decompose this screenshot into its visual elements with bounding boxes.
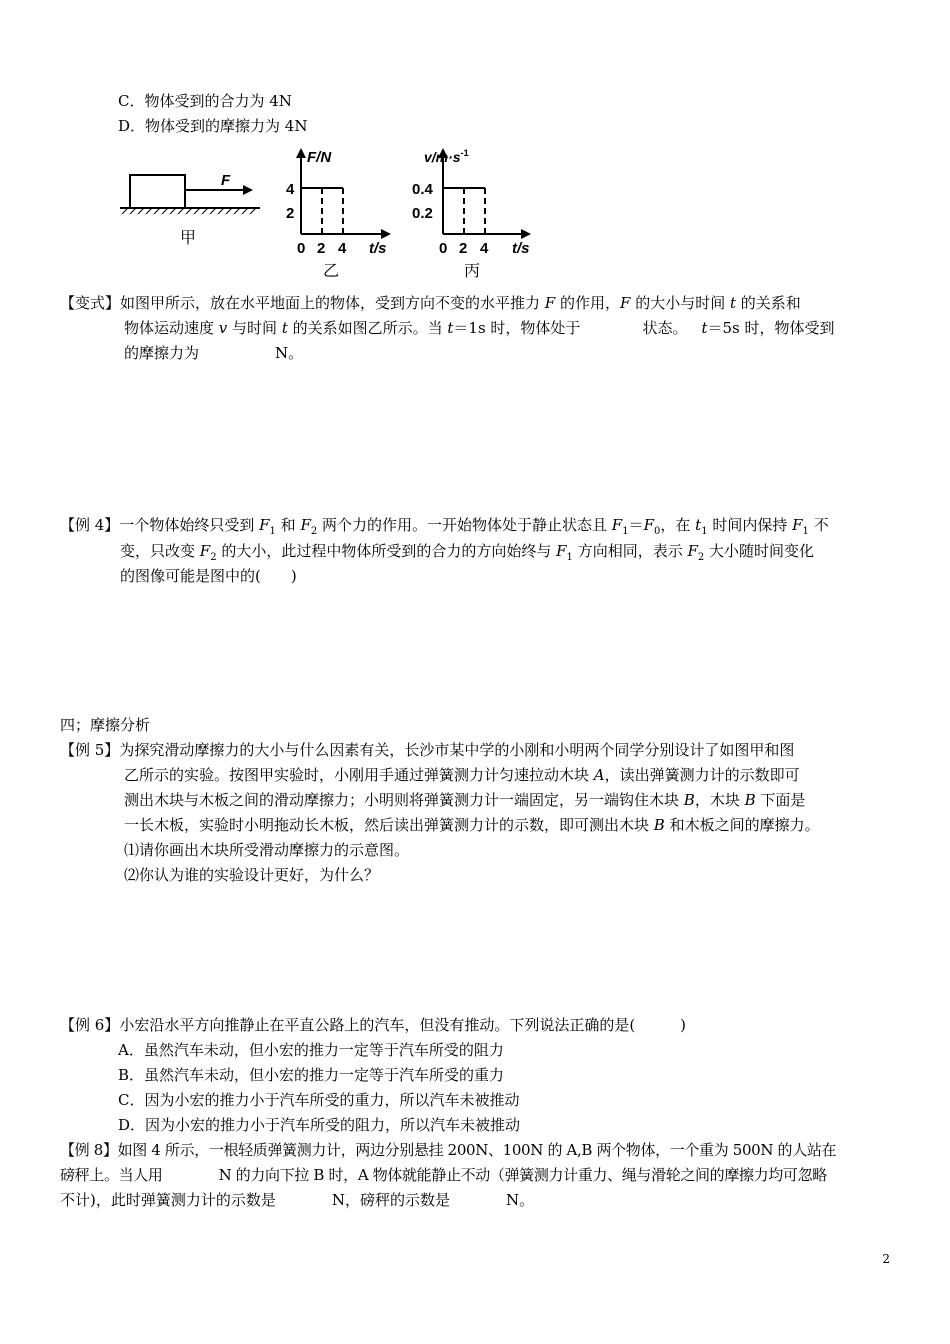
y-axis-label: F/N [307, 149, 332, 166]
li4-line-2: 变，只改变 $F_2$ 的大小，此过程中物体所受到的合力的方向始终与 $F_1$ 方向相同，表示 $F_2$ 大小随时间变化 [120, 542, 815, 563]
y-axis-label: $v/m\cdot s^{-1}$ [424, 148, 469, 165]
x-arrow [521, 229, 531, 239]
bianshi-line-1: 【变式】如图甲所示，放在水平地面上的物体，受到方向不变的水平推力 F 的作用，F 的大小与时间 t 的关系和 [60, 294, 801, 312]
li5-subq-2: ⑵你认为谁的实验设计更好，为什么？ [124, 866, 380, 884]
li8-line-3: 不计)，此时弹簧测力计的示数是 N，磅秤的示数是 N。 [60, 1191, 535, 1209]
force-label: F [221, 172, 231, 189]
bianshi-line-2: 物体运动速度 v 与时间 t 的关系如图乙所示。当 t＝1s 时，物体处于 状态。 t＝5s 时，物体受到 [124, 319, 835, 337]
figure-yi [283, 146, 403, 281]
block [130, 175, 185, 208]
arrowhead [243, 185, 253, 195]
li5-line-3: 测出木块与木板之间的滑动摩擦力；小明则将弹簧测力计一端固定，另一端钩住木块 B，木块 B 下面是 [124, 791, 806, 809]
figure-jia [118, 165, 263, 250]
page-number: 2 [882, 1252, 890, 1266]
li6-option-a: A．虽然汽车未动，但小宏的推力一定等于汽车所受的阻力 [118, 1041, 504, 1059]
x-tick-4: 4 [338, 240, 347, 257]
y-tick-2: 2 [286, 205, 295, 222]
y-arrow [296, 148, 306, 158]
li6-option-d: D．因为小宏的推力小于汽车所受的阻力，所以汽车未被推动 [118, 1116, 521, 1134]
option-d: D．物体受到的摩擦力为 4N [118, 117, 308, 135]
x-axis-label: t/s [512, 240, 530, 257]
y-tick-4: 4 [286, 181, 295, 198]
figure-bing [410, 146, 545, 281]
x-tick-0: 0 [297, 240, 306, 257]
caption-yi: 乙 [323, 263, 340, 280]
li6-option-b: B．虽然汽车未动，但小宏的推力一定等于汽车所受的重力 [118, 1066, 505, 1084]
li5-subq-1: ⑴请你画出木块所受滑动摩擦力的示意图。 [124, 841, 410, 859]
li8-line-2: 磅秤上。当人用 N 的力向下拉 B 时，A 物体就能静止不动（弹簧测力计重力、绳与滑轮之间的摩擦力均可忽略 [60, 1166, 827, 1184]
y-tick-0.2: 0.2 [412, 205, 433, 222]
li4-line-1: 【例 4】一个物体始终只受到 $F_1$ 和 $F_2$ 两个力的作用。一开始物体处于静止状态且 $F_1=F_0$，在 $t_1$ 时间内保持 $F_1$ 不 [60, 516, 829, 537]
x-tick-0: 0 [439, 240, 448, 257]
li5-line-2: 乙所示的实验。按图甲实验时，小刚用手通过弹簧测力计匀速拉动木块 A，读出弹簧测力计的示数即可 [124, 766, 800, 784]
x-axis-label: t/s [369, 240, 387, 257]
li6-stem: 【例 6】小宏沿水平方向推静止在平直公路上的汽车，但没有推动。下列说法正确的是( ) [60, 1016, 687, 1034]
li6-option-c: C．因为小宏的推力小于汽车所受的重力，所以汽车未被推动 [118, 1091, 520, 1109]
bianshi-line-3: 的摩擦力为 N。 [124, 344, 304, 362]
x-tick-2: 2 [317, 240, 326, 257]
li8-line-1: 【例 8】如图 4 所示，一根轻质弹簧测力计，两边分别悬挂 200N、100N 的 A,B 两个物体，一个重为 500N 的人站在 [60, 1141, 837, 1159]
x-arrow [381, 229, 391, 239]
option-c: C．物体受到的合力为 4N [118, 92, 292, 110]
x-tick-2: 2 [459, 240, 468, 257]
x-tick-4: 4 [480, 240, 489, 257]
li5-line-4: 一长木板，实验时小明拖动长木板，然后读出弹簧测力计的示数，即可测出木块 B 和木板之间的摩擦力。 [124, 816, 820, 834]
li4-line-3: 的图像可能是图中的( ) [120, 567, 297, 585]
caption-jia: 甲 [180, 230, 197, 247]
caption-bing: 丙 [464, 263, 481, 280]
li5-line-1: 【例 5】为探究滑动摩擦力的大小与什么因素有关，长沙市某中学的小刚和小明两个同学分别设计了如图甲和图 [60, 741, 795, 759]
section-heading: 四；摩擦分析 [60, 716, 151, 734]
y-tick-0.4: 0.4 [412, 181, 433, 198]
